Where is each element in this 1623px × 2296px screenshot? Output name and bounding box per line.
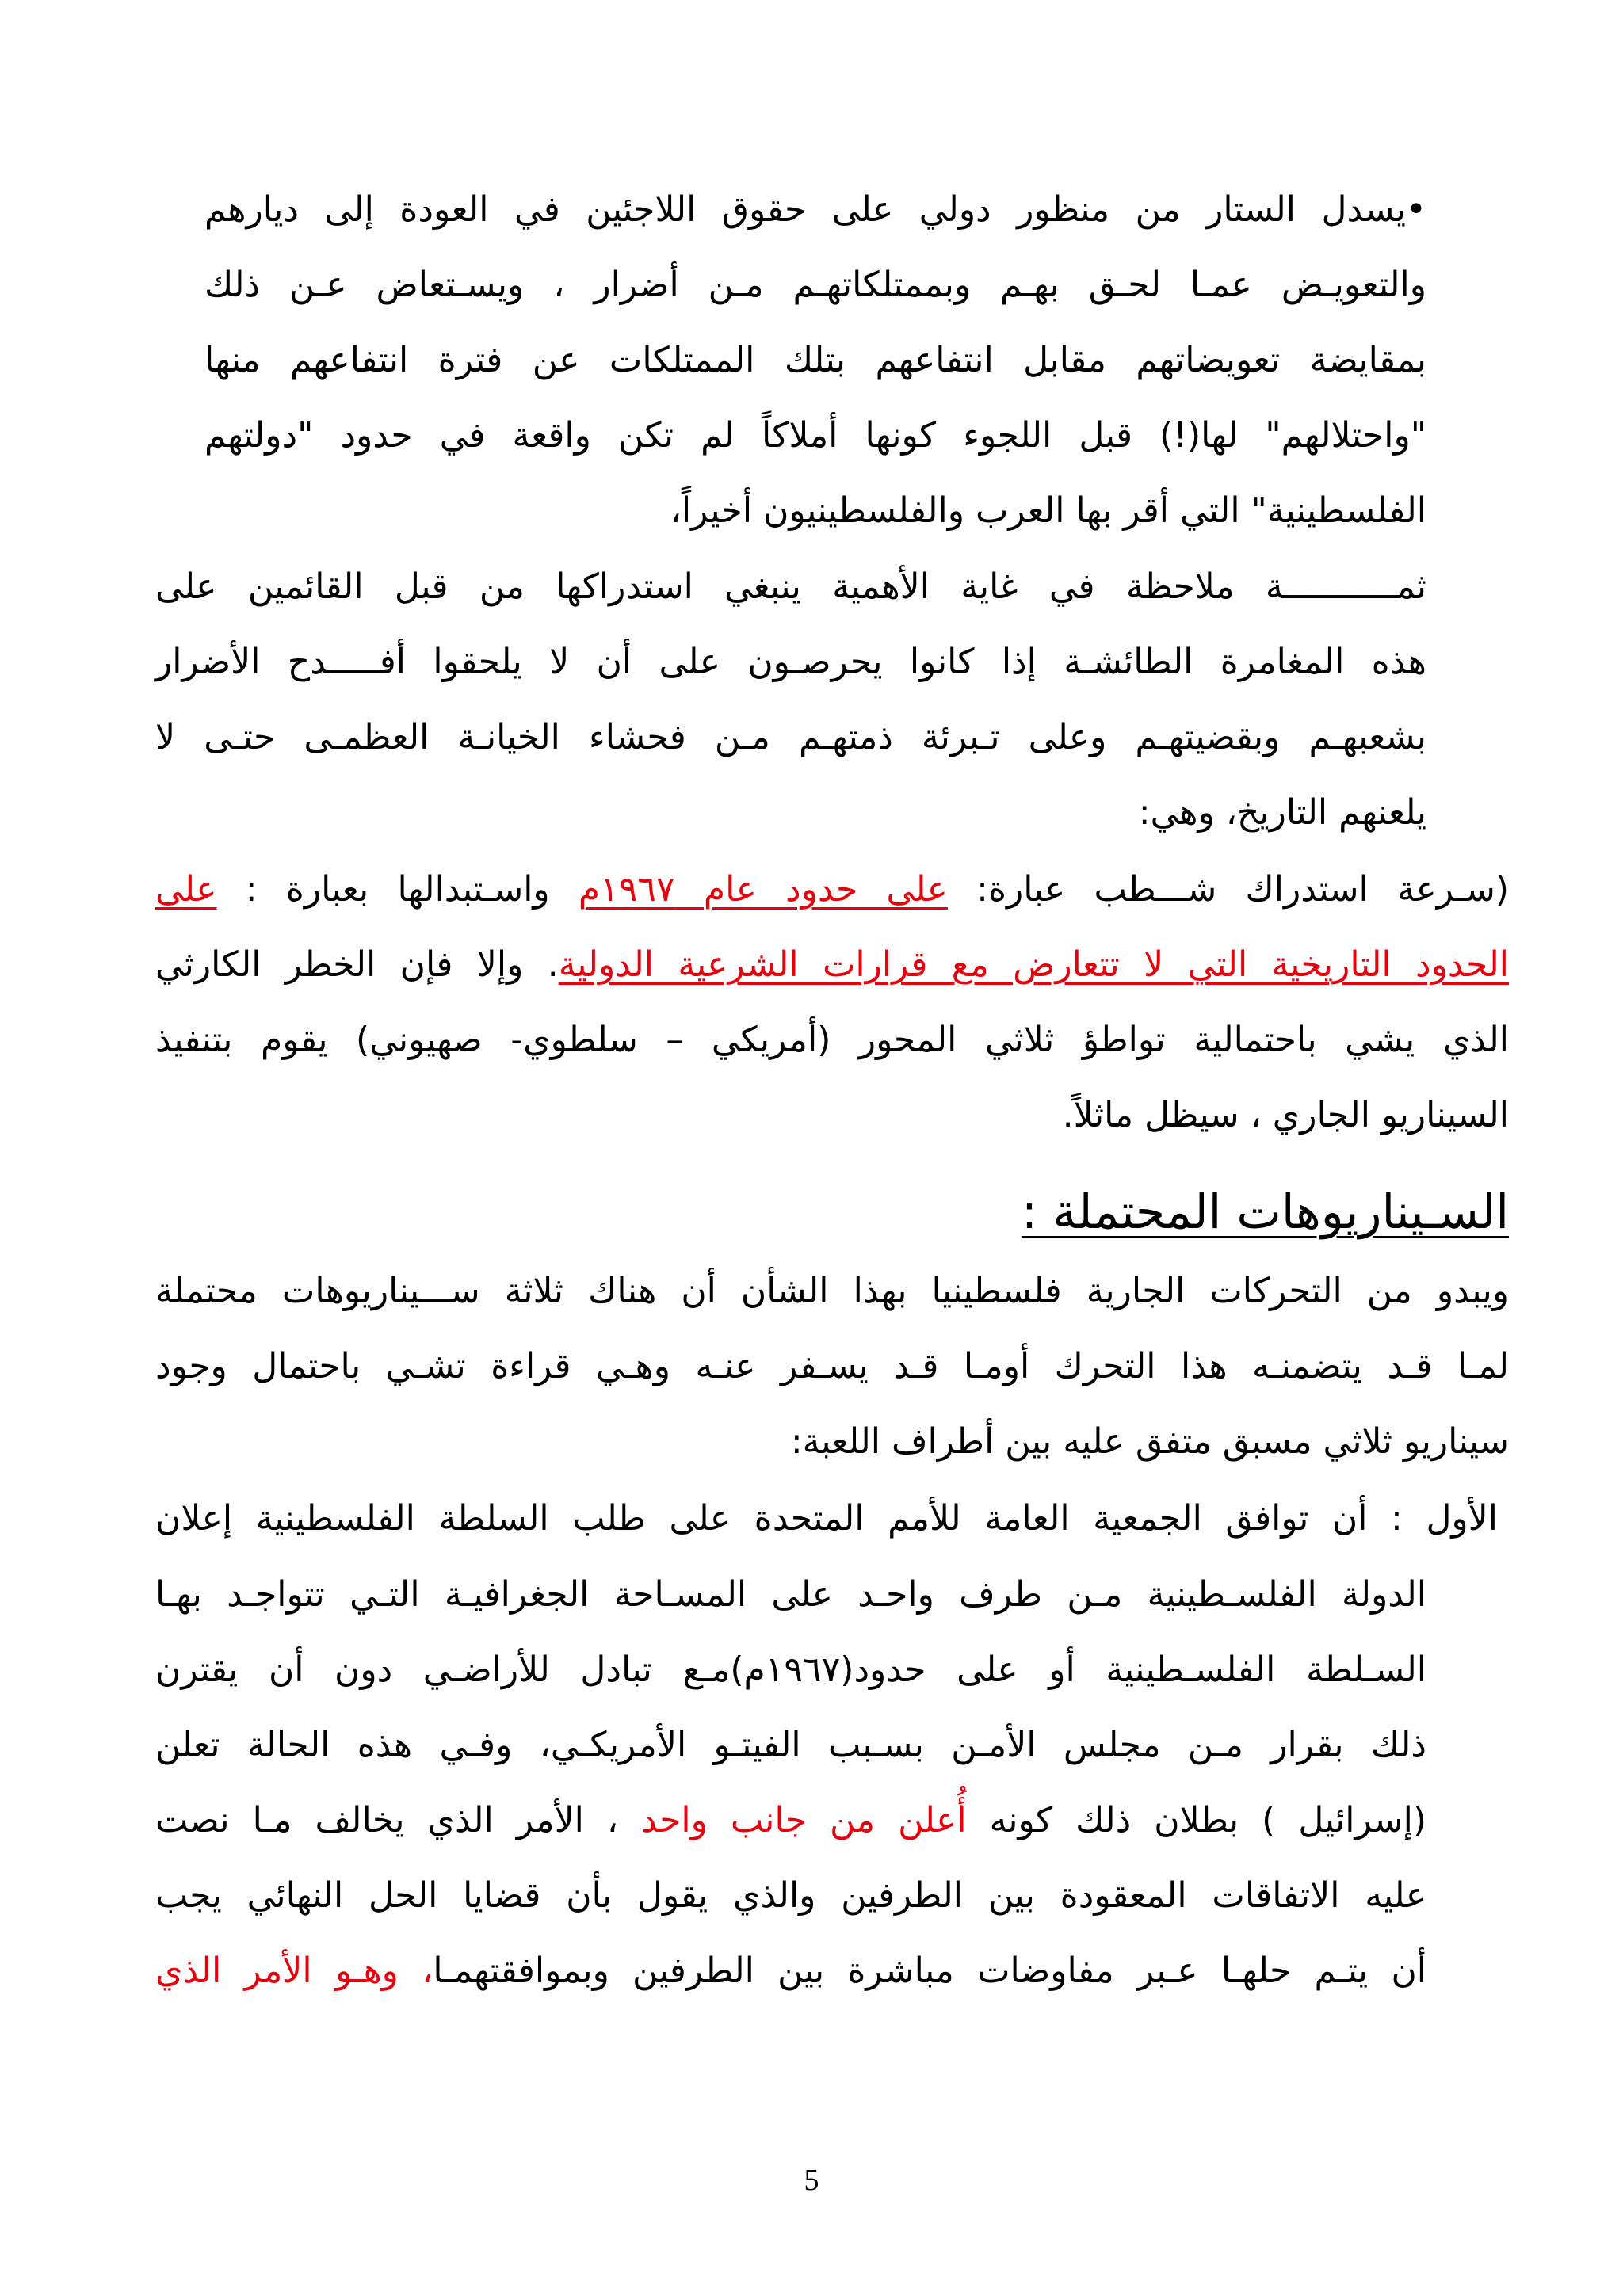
quote-line-3: الذي يشي باحتمالية تواطؤ ثلاثي المحور (أمريكي – سلطوي- صهيوني) يقوم بتنفيذ <box>155 1020 1509 1060</box>
bullet-line-4: "واحتلالهم" لها(!) قبل اللجوء كونها أملاكاً لم تكن واقعة في حدود "دولتهم <box>204 415 1426 456</box>
scenario-line-2: الدولة الفلسـطينية مـن طرف واحـد على المسـاحة الجغرافيـة التـي تتواجـد بهـا <box>155 1574 1426 1615</box>
note-line-1: ثمـــــــــــة ملاحظة في غاية الأهمية ينبغي استدراكها من قبل القائمين على <box>155 566 1426 607</box>
intro-line-1: ويبدو من التحركات الجارية فلسطينيا بهذا الشأن أن هناك ثلاثة ســـيناريوهات محتملة <box>155 1271 1509 1311</box>
scenario-line-5 <box>155 1777 1426 1864</box>
intro-line-3: سيناريو ثلاثي مسبق متفق عليه بين أطراف اللعبة: <box>790 1421 1509 1462</box>
page-number: 5 <box>804 2164 819 2197</box>
quote-line-4: السيناريو الجاري ، سيظل ماثلاً. <box>1062 1095 1509 1135</box>
note-line-3: بشعبهـم وبقضيتهـم وعلى تـبرئة ذمتهـم مـن فحشاء الخيانـة العظمـى حتـى لا <box>155 717 1426 757</box>
bullet-line-5: الفلسطينية" التي أقر بها العرب والفلسطينيون أخيراً، <box>670 490 1426 531</box>
section-heading: السـيناريوهات المحتملة : <box>1021 1184 1509 1240</box>
scenario-line-5-end: ، الأمر الذي يخالف مـا نصت <box>155 1800 642 1840</box>
scenario-red-phrase-unilateral: أُعلن من جانب واحد <box>641 1800 967 1840</box>
note-line-2: هذه المغامرة الطائشـة إذا كانوا يحرصـون على أن لا يلحقوا أفـــــدح الأضرار <box>155 642 1426 682</box>
note-line-4: يلعنهم التاريخ، وهي: <box>1138 792 1426 833</box>
quote-text-rest: . وإلا فإن الخطر الكارثي <box>155 944 559 985</box>
quote-red-phrase-ala: على <box>155 869 217 910</box>
quote-text-mid: واسـتبدالها بعبارة : <box>216 869 579 910</box>
scenario-line-4: ذلك بقرار مـن مجلس الأمـن بسـبب الفيتـو الأمريكـي، وفـي هذه الحالة تعلن <box>155 1725 1426 1765</box>
quote-red-phrase-1967: على حدود عام ١٩٦٧م <box>578 869 948 910</box>
quote-red-phrase-historical-borders: الحدود التاريخية التي لا تتعارض مع قرارات الشرعية الدولية <box>558 944 1509 985</box>
scenario-line-3: السـلطة الفلسـطينية أو على حدود(١٩٦٧م)مـع تبادل للأراضـي دون أن يقترن <box>155 1650 1426 1690</box>
bullet-line-1: •يسدل الستار من منظور دولي على حقوق اللاجئين في العودة إلى ديارهم <box>204 189 1426 230</box>
scenario-line-1: الأول : أن توافق الجمعية العامة للأمم المتحدة على طلب السلطة الفلسطينية إعلان <box>155 1498 1498 1539</box>
bullet-line-2: والتعويـض عمـا لحـق بهـم وبممتلكاتهـم مـن أضرار ، ويسـتعاض عـن ذلك <box>204 265 1426 305</box>
quote-line-2 <box>155 921 1509 1009</box>
bullet-line-3: بمقايضة تعويضاتهم مقابل انتفاعهم بتلك الممتلكات عن فترة انتفاعهم منها <box>204 340 1426 380</box>
scenario-red-phrase-end: ، وهـو الأمر الذي <box>155 1951 433 1991</box>
scenario-line-7 <box>155 1928 1426 2015</box>
scenario-line-5-start: (إسرائيل ) بطلان ذلك كونه <box>966 1800 1426 1840</box>
intro-line-2: لمـا قـد يتضمنـه هذا التحرك أومـا قـد يسـفر عنـه وهـي قراءة تشـي باحتمال وجود <box>155 1346 1509 1386</box>
scenario-line-7-start: أن يتـم حلهـا عـبر مفاوضات مباشرة بين الطرفين وبموافقتهمـا <box>433 1951 1426 1991</box>
quote-text-start: (سـرعة استدراك شـــطب عبارة: <box>947 869 1509 910</box>
scenario-line-6: عليه الاتفاقات المعقودة بين الطرفين والذي يقول بأن قضايا الحل النهائي يجب <box>155 1875 1426 1916</box>
quote-line-1 <box>155 846 1509 933</box>
